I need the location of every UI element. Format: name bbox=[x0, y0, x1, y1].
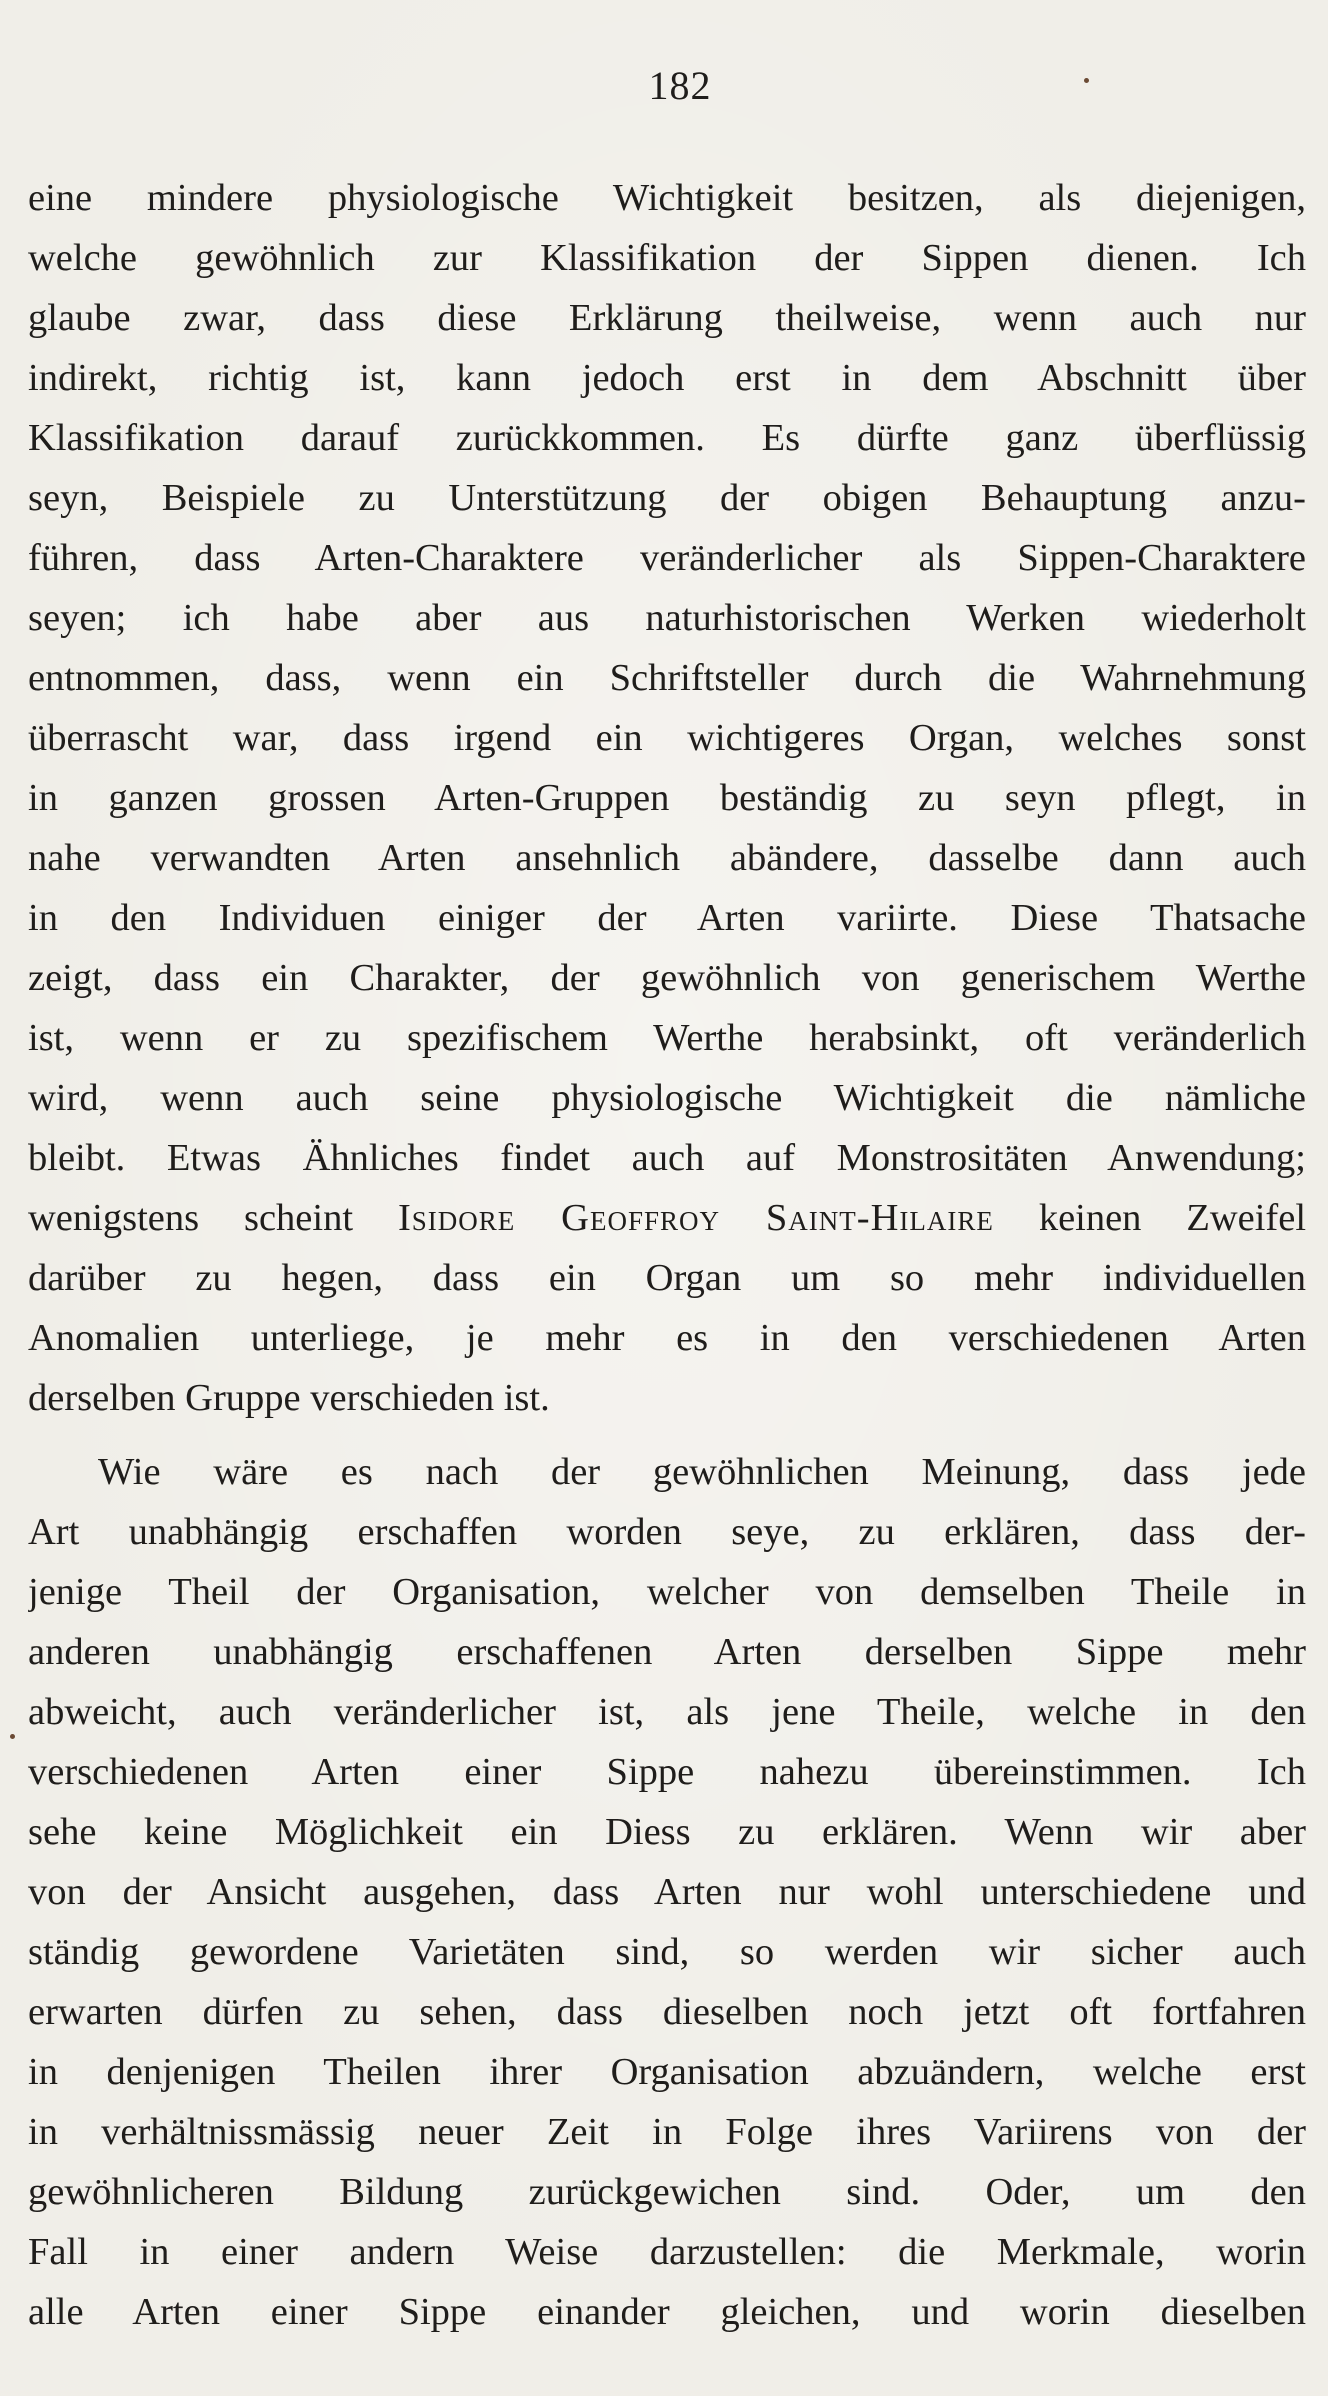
paper-speck bbox=[10, 1734, 15, 1739]
paragraph-2 bbox=[28, 1442, 1306, 2342]
paper-speck bbox=[1084, 78, 1089, 83]
text-line: seyen; ich habe aber aus naturhistorischen Werken wiederholt bbox=[28, 597, 1306, 639]
text-line: bleibt. Etwas Ähnliches findet auch auf Monstrositäten Anwendung; bbox=[28, 1137, 1306, 1179]
text-line: darüber zu hegen, dass ein Organ um so mehr individuellen bbox=[28, 1257, 1306, 1299]
text-line: jenige Theil der Organisation, welcher von demselben Theile in bbox=[28, 1571, 1306, 1613]
paragraph-gap bbox=[28, 1428, 1306, 1442]
text-line: abweicht, auch veränderlicher ist, als jene Theile, welche in den bbox=[28, 1691, 1306, 1733]
text-line: zeigt, dass ein Charakter, der gewöhnlich von generischem Werthe bbox=[28, 957, 1306, 999]
text-line: führen, dass Arten-Charaktere veränderlicher als Sippen-Charaktere bbox=[28, 537, 1306, 579]
text-line: nahe verwandten Arten ansehnlich abändere, dasselbe dann auch bbox=[28, 837, 1306, 879]
body-text bbox=[28, 168, 1306, 2342]
text-line: indirekt, richtig ist, kann jedoch erst in dem Abschnitt über bbox=[28, 357, 1306, 399]
text-line: Fall in einer andern Weise darzustellen: die Merkmale, worin bbox=[28, 2231, 1306, 2273]
text-line: seyn, Beispiele zu Unterstützung der obigen Behauptung anzu- bbox=[28, 477, 1306, 519]
text-line: verschiedenen Arten einer Sippe nahezu übereinstimmen. Ich bbox=[28, 1751, 1306, 1793]
text-line: ist, wenn er zu spezifischem Werthe herabsinkt, oft veränderlich bbox=[28, 1017, 1306, 1059]
text-line: entnommen, dass, wenn ein Schriftsteller durch die Wahrnehmung bbox=[28, 657, 1306, 699]
text-line: in denjenigen Theilen ihrer Organisation abzuändern, welche erst bbox=[28, 2051, 1306, 2093]
text-line: in verhältnissmässig neuer Zeit in Folge ihres Variirens von der bbox=[28, 2111, 1306, 2153]
text-line: Art unabhängig erschaffen worden seye, zu erklären, dass der- bbox=[28, 1511, 1306, 1553]
text-line: sehe keine Möglichkeit ein Diess zu erklären. Wenn wir aber bbox=[28, 1811, 1306, 1853]
text-line: anderen unabhängig erschaffenen Arten derselben Sippe mehr bbox=[28, 1631, 1306, 1673]
text-line: erwarten dürfen zu sehen, dass dieselben noch jetzt oft fortfahren bbox=[28, 1991, 1306, 2033]
text-line: überrascht war, dass irgend ein wichtigeres Organ, welches sonst bbox=[28, 717, 1306, 759]
text-line: in den Individuen einiger der Arten variirte. Diese Thatsache bbox=[28, 897, 1306, 939]
text-line: von der Ansicht ausgehen, dass Arten nur wohl unterschiedene und bbox=[28, 1871, 1306, 1913]
text-line: in ganzen grossen Arten-Gruppen beständig zu seyn pflegt, in bbox=[28, 777, 1306, 819]
text-line: eine mindere physiologische Wichtigkeit besitzen, als diejenigen, bbox=[28, 177, 1306, 219]
text-line: ständig gewordene Varietäten sind, so werden wir sicher auch bbox=[28, 1931, 1306, 1973]
text-line: glaube zwar, dass diese Erklärung theilweise, wenn auch nur bbox=[28, 297, 1306, 339]
text-segment: wenigstens scheint bbox=[28, 1197, 354, 1239]
paragraph-1 bbox=[28, 168, 1306, 1428]
author-name: Isidore Geoffroy Saint-Hilaire bbox=[397, 1197, 994, 1239]
page-number: 182 bbox=[648, 63, 712, 108]
text-line: gewöhnlicheren Bildung zurückgewichen sind. Oder, um den bbox=[28, 2171, 1306, 2213]
text-line-with-name bbox=[28, 1188, 1306, 1248]
text-line: Anomalien unterliege, je mehr es in den verschiedenen Arten bbox=[28, 1317, 1306, 1359]
text-segment: keinen Zweifel bbox=[1038, 1197, 1306, 1239]
text-line: alle Arten einer Sippe einander gleichen, und worin dieselben bbox=[28, 2291, 1306, 2333]
text-line: welche gewöhnlich zur Klassifikation der Sippen dienen. Ich bbox=[28, 237, 1306, 279]
text-line: Klassifikation darauf zurückkommen. Es dürfte ganz überflüssig bbox=[28, 417, 1306, 459]
text-line: wird, wenn auch seine physiologische Wichtigkeit die nämliche bbox=[28, 1077, 1306, 1119]
text-line: derselben Gruppe verschieden ist. bbox=[28, 1377, 550, 1419]
text-line: Wie wäre es nach der gewöhnlichen Meinung, dass jede bbox=[98, 1451, 1306, 1493]
